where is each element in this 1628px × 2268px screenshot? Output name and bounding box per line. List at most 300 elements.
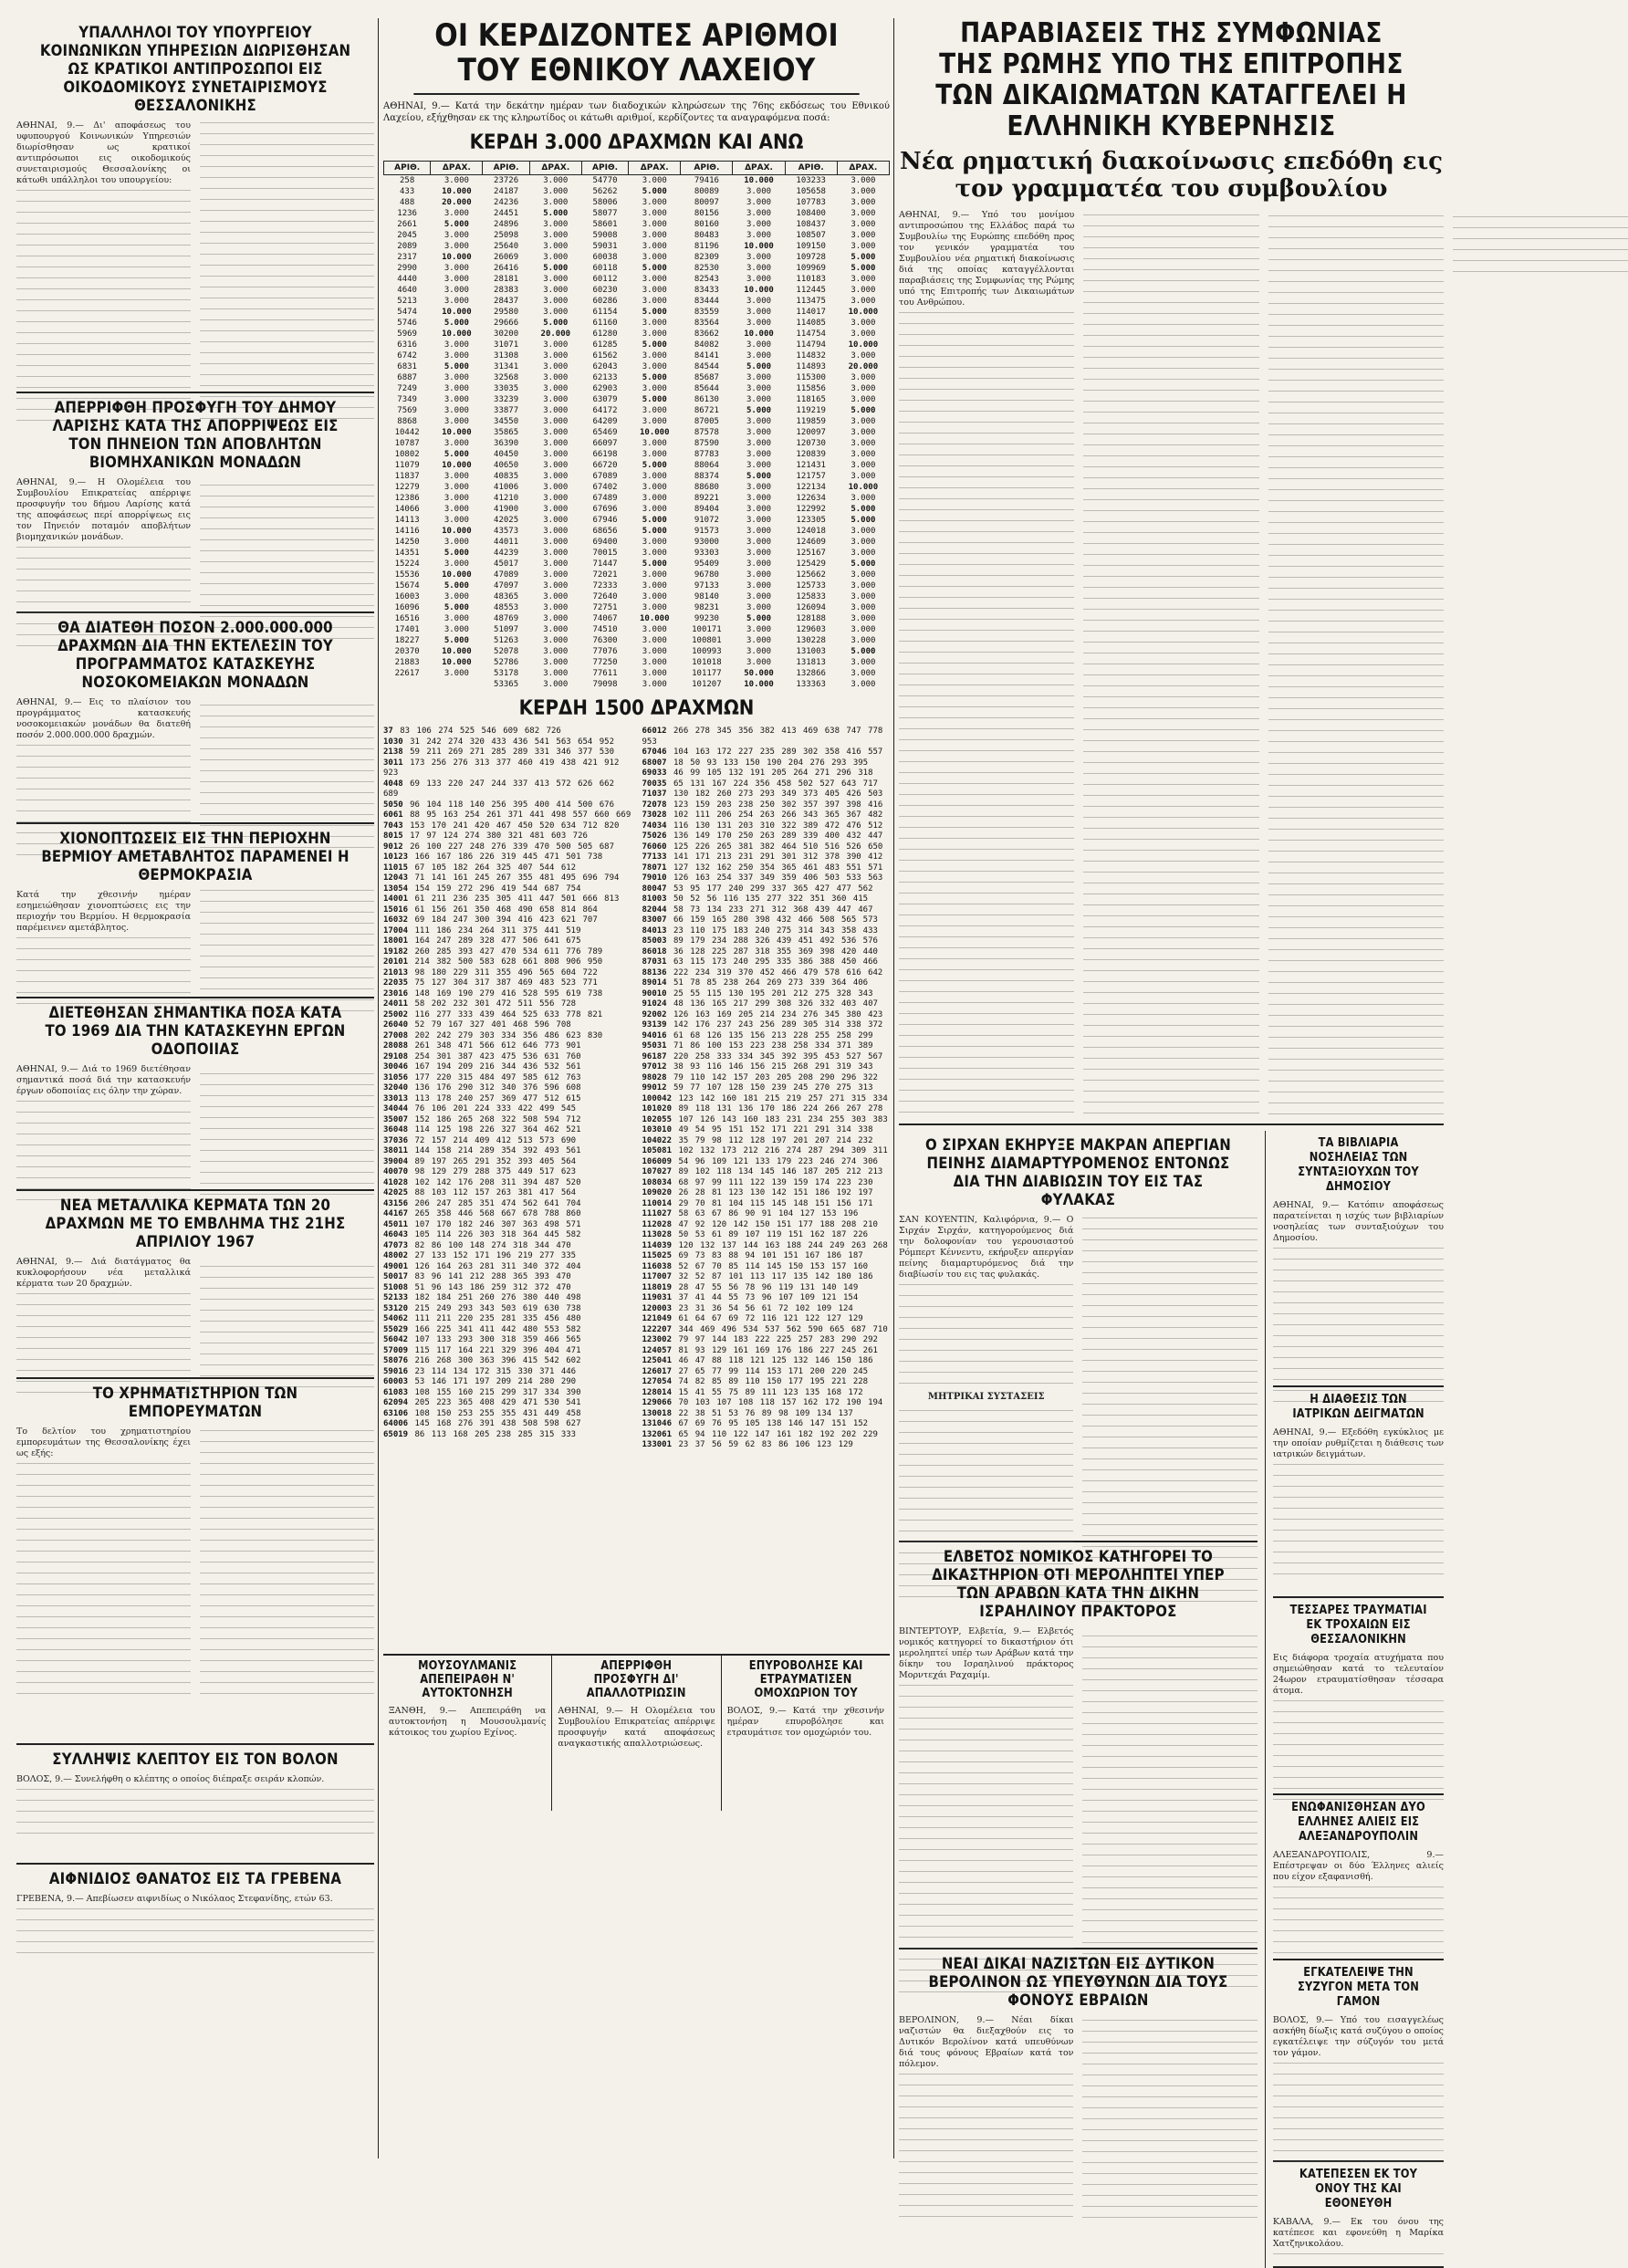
number-values: 83 106 274 525 546 609 682 726 — [400, 726, 561, 736]
number-values: 27 65 77 99 114 153 171 200 220 245 — [678, 1366, 869, 1376]
prize-amount: 3.000 — [851, 198, 876, 207]
prize-amount: 20.000 — [540, 329, 571, 339]
number-values: 68 97 99 111 122 139 159 174 223 230 — [678, 1177, 873, 1187]
prize-amount: 3.000 — [851, 549, 876, 558]
ticket-number: 114794 — [796, 340, 826, 350]
prize-amount: 3.000 — [543, 395, 569, 404]
table-row — [384, 471, 890, 482]
ticket-number: 87783 — [694, 450, 719, 459]
ticket-number: 28181 — [494, 275, 519, 284]
number-values: 18 50 93 133 150 190 204 276 293 395 — [673, 758, 869, 768]
number-prefix: 54062 — [383, 1314, 409, 1323]
prize-amount: 3.000 — [444, 614, 469, 623]
lottery-headline: ΟΙ ΚΕΡΔΙΖΟΝΤΕΣ ΑΡΙΘΜΟΙ ΤΟΥ ΕΘΝΙΚΟΥ ΛΑΧΕΙΟΥ — [413, 18, 859, 95]
number-values: 126 163 254 337 349 359 406 503 533 563 — [673, 873, 883, 883]
number-prefix: 112028 — [642, 1219, 673, 1229]
prize-amount: 3.000 — [642, 570, 667, 580]
prize-amount: 3.000 — [543, 570, 569, 580]
ticket-number: 86721 — [694, 406, 719, 415]
number-values: 61 64 67 69 72 116 121 122 127 129 — [678, 1314, 863, 1323]
ticket-number: 103233 — [796, 176, 826, 185]
prize-amount: 3.000 — [444, 406, 469, 415]
number-prefix: 36048 — [383, 1125, 409, 1134]
prize-amount: 5.000 — [642, 187, 667, 196]
side-article — [1273, 1131, 1444, 1387]
number-prefix: 15016 — [383, 904, 409, 915]
number-row — [642, 1356, 891, 1367]
ticket-number: 129603 — [796, 625, 826, 634]
table-row — [384, 383, 890, 394]
number-prefix: 46043 — [383, 1230, 409, 1239]
number-row — [642, 1377, 891, 1388]
prize-amount: 3.000 — [851, 176, 876, 185]
ticket-number: 24236 — [494, 198, 519, 207]
number-prefix: 114039 — [642, 1240, 673, 1250]
number-values: 125 226 265 381 382 464 510 516 526 650 — [673, 841, 883, 852]
ticket-number: 6316 — [397, 340, 417, 350]
ticket-number: 58006 — [592, 198, 618, 207]
table-row — [384, 548, 890, 559]
table-row — [384, 613, 890, 624]
number-values: 51 78 85 238 264 269 273 339 364 406 — [673, 978, 869, 988]
number-values: 47 92 120 142 150 151 177 188 208 210 — [678, 1219, 878, 1229]
prize-amount: 3.000 — [746, 220, 772, 229]
number-values: 61 68 126 135 156 213 228 255 258 299 — [673, 1030, 873, 1040]
prize-amount: 5.000 — [851, 264, 876, 273]
number-prefix: 41028 — [383, 1177, 409, 1187]
prize-amount: 3.000 — [642, 231, 667, 240]
number-values: 89 179 234 288 326 439 451 492 536 576 — [673, 936, 878, 946]
number-values: 59 77 107 128 150 239 245 270 275 313 — [673, 1083, 873, 1092]
prize-amount: 3.000 — [642, 242, 667, 251]
ticket-number: 114754 — [796, 329, 826, 339]
prize-amount: 3.000 — [642, 329, 667, 339]
number-row — [383, 747, 631, 758]
ticket-number: 4640 — [397, 286, 417, 295]
number-row — [642, 1146, 891, 1157]
prize-amount: 3.000 — [444, 472, 469, 481]
prize-amount: 3.000 — [851, 669, 876, 678]
prize-amount: 3.000 — [444, 494, 469, 503]
prize-amount: 5.000 — [746, 614, 772, 623]
lottery-number-list — [383, 726, 890, 1648]
number-prefix: 115025 — [642, 1251, 673, 1260]
number-prefix: 51008 — [383, 1282, 409, 1292]
number-row — [383, 1388, 631, 1399]
table-row — [384, 372, 890, 383]
prize-amount: 3.000 — [746, 647, 772, 656]
ticket-number: 34550 — [494, 417, 519, 426]
number-row — [642, 1325, 891, 1336]
ticket-number: 29666 — [494, 319, 519, 328]
prize-amount: 3.000 — [642, 680, 667, 689]
number-prefix: 127054 — [642, 1377, 673, 1386]
text-lines — [1273, 2063, 1444, 2168]
ticket-number: 97133 — [694, 581, 719, 591]
prize-amount: 3.000 — [746, 549, 772, 558]
number-prefix: 16032 — [383, 915, 409, 925]
number-prefix: 45011 — [383, 1219, 409, 1229]
prize-amount: 3.000 — [543, 636, 569, 645]
article-body: ΒΟΛΟΣ, 9.— Κατά την χθεσινήν ημέραν επυροβόλησε και ετραυμάτισε τον ομοχώριόν του. — [726, 1706, 884, 1738]
ticket-number: 77250 — [592, 658, 618, 667]
number-values: 102 132 173 212 216 274 287 294 309 311 — [678, 1146, 888, 1155]
number-row — [383, 999, 631, 1010]
number-prefix: 104022 — [642, 1135, 673, 1145]
prize-amount: 3.000 — [543, 614, 569, 623]
number-row — [642, 1178, 891, 1189]
ticket-number: 67946 — [592, 516, 618, 525]
text-lines — [1273, 1248, 1444, 1407]
number-row — [383, 1283, 631, 1294]
headline: ΔΙΕΤΕΘΗΣΑΝ ΣΗΜΑΝΤΙΚΑ ΠΟΣΑ ΚΑΤΑ ΤΟ 1969 ΔΙΑ ΤΗΝ ΚΑΤΑΣΚΕΥΗΝ ΕΡΓΩΝ ΟΔΟΠΟΙΙΑΣ — [45, 1004, 346, 1059]
ticket-number: 53365 — [494, 680, 519, 689]
ticket-number: 99230 — [694, 614, 719, 623]
number-prefix: 74034 — [642, 820, 667, 831]
prize-amount: 3.000 — [543, 527, 569, 536]
ticket-number: 54770 — [592, 176, 618, 185]
prize-amount: 3.000 — [444, 592, 469, 601]
number-prefix: 125041 — [642, 1356, 673, 1365]
number-prefix: 86018 — [642, 946, 667, 956]
prize-amount: 3.000 — [746, 527, 772, 536]
prize-amount: 3.000 — [543, 450, 569, 459]
number-row — [642, 1283, 891, 1294]
prize-amount: 3.000 — [851, 319, 876, 328]
number-values: 61 156 261 350 468 490 658 814 864 — [414, 904, 598, 915]
ticket-number: 83433 — [694, 286, 719, 295]
prize-amount: 3.000 — [746, 603, 772, 612]
number-values: 79 97 144 183 222 225 257 283 290 292 — [678, 1335, 878, 1344]
ticket-number: 114832 — [796, 351, 826, 361]
ticket-number: 100171 — [692, 625, 722, 634]
table-header: ΑΡΙΘ. — [681, 162, 733, 175]
number-values: 22 38 51 53 76 89 98 109 134 137 — [678, 1408, 853, 1418]
article-body — [16, 890, 374, 1014]
number-prefix: 133001 — [642, 1440, 673, 1449]
prize-amount: 3.000 — [642, 483, 667, 492]
number-row — [383, 1146, 631, 1157]
ticket-number: 66198 — [592, 450, 618, 459]
number-values: 98 180 229 311 355 496 565 604 722 — [414, 967, 598, 977]
number-row — [383, 1031, 631, 1042]
headline: ΚΑΤΕΠΕΣΕΝ ΕΚ ΤΟΥ ΟΝΟΥ ΤΗΣ ΚΑΙ ΕΘΟΝΕΥΘΗ — [1299, 2168, 1418, 2211]
ticket-number: 43573 — [494, 527, 519, 536]
headline: ΕΛΒΕΤΟΣ ΝΟΜΙΚΟΣ ΚΑΤΗΓΟΡΕΙ ΤΟ ΔΙΚΑΣΤΗΡΙΟΝ ΟΤΙ ΜΕΡΟΛΗΠΤΕΙ ΥΠΕΡ ΤΩΝ ΑΡΑΒΩΝ ΚΑΤΑ ΤΗΝ ΔΙΚΗΝ ΙΣΡΑΗΛΙΝΟΥ ΠΡΑΚΤΟΡΟΣ — [932, 1548, 1225, 1621]
number-row — [383, 1167, 631, 1178]
ticket-number: 80160 — [694, 220, 719, 229]
column-right — [899, 17, 1444, 2249]
prize-amount: 3.000 — [851, 209, 876, 218]
number-prefix: 102055 — [642, 1114, 673, 1124]
number-row — [383, 737, 631, 748]
number-values: 32 52 87 101 113 117 135 142 180 186 — [678, 1272, 873, 1281]
ticket-number: 84544 — [694, 362, 719, 371]
ticket-number: 112445 — [796, 286, 826, 295]
table-row — [384, 679, 890, 690]
section-title-1500: ΚΕΡΔΗ 1500 ΔΡΑΧΜΩΝ — [518, 697, 755, 720]
number-row — [642, 884, 891, 895]
article-text: ΑΘΗΝΑΙ, 9.— Διά διατάγματος θα κυκλοφορήσουν νέα μεταλλικά κέρματα των 20 δραχμών. — [16, 1257, 191, 1289]
number-prefix: 56042 — [383, 1335, 409, 1344]
number-prefix: 122207 — [642, 1324, 673, 1334]
prize-amount: 10.000 — [442, 570, 472, 580]
ticket-number: 124609 — [796, 538, 826, 547]
prize-amount: 3.000 — [543, 680, 569, 689]
number-values: 222 234 319 370 452 466 479 578 616 642 — [673, 967, 883, 977]
number-prefix: 5050 — [383, 800, 403, 810]
prize-amount: 3.000 — [642, 472, 667, 481]
table-row — [384, 427, 890, 438]
ticket-number: 26416 — [494, 264, 519, 273]
number-row — [383, 1178, 631, 1189]
prize-amount: 3.000 — [543, 625, 569, 634]
prize-amount: 5.000 — [444, 319, 469, 328]
prize-amount: 3.000 — [642, 581, 667, 591]
prize-amount: 3.000 — [642, 538, 667, 547]
number-values: 15 41 55 75 89 111 123 135 168 172 — [678, 1387, 863, 1397]
number-row — [642, 1010, 891, 1021]
number-prefix: 48002 — [383, 1251, 409, 1260]
number-row — [383, 978, 631, 989]
article-body — [1273, 1200, 1444, 1407]
prize-amount: 5.000 — [642, 461, 667, 470]
number-row — [642, 1199, 891, 1210]
table-row — [384, 602, 890, 613]
side-article — [1273, 2162, 1444, 2268]
ticket-number: 31341 — [494, 362, 519, 371]
number-row — [642, 1367, 891, 1378]
ticket-number: 5969 — [397, 329, 417, 339]
article-body — [16, 120, 374, 429]
lottery-table — [383, 161, 890, 690]
number-values: 166 225 341 411 442 480 553 582 — [414, 1324, 581, 1334]
ticket-number: 64172 — [592, 406, 618, 415]
ticket-number: 16096 — [394, 603, 420, 612]
number-row — [383, 1377, 631, 1388]
ticket-number: 7349 — [397, 395, 417, 404]
number-prefix: 77133 — [642, 852, 667, 862]
headline: ΥΠΑΛΛΗΛΟΙ ΤΟΥ ΥΠΟΥΡΓΕΙΟΥ ΚΟΙΝΩΝΙΚΩΝ ΥΠΗΡΕΣΙΩΝ ΔΙΩΡΙΣΘΗΣΑΝ ΩΣ ΚΡΑΤΙΚΟΙ ΑΝΤΙΠΡΟΣΩΠΟΙ ΕΙΣ ΟΙΚΟΔΟΜΙΚΟΥΣ ΣΥΝΕΤΑΙΡΙΣΜΟΥΣ ΘΕΣΣΑΛΟΝΙΚΗΣ — [39, 24, 351, 115]
prize-amount: 3.000 — [746, 384, 772, 393]
ticket-number: 35865 — [494, 428, 519, 437]
number-values: 126 163 169 205 214 234 276 345 380 423 — [673, 1009, 883, 1019]
ticket-number: 119219 — [796, 406, 826, 415]
number-prefix: 84013 — [642, 925, 667, 935]
number-values: 108 150 253 255 355 431 449 458 — [414, 1408, 581, 1418]
number-prefix: 43156 — [383, 1198, 409, 1208]
number-values: 37 41 44 55 73 96 107 109 121 154 — [678, 1293, 859, 1302]
number-row — [383, 863, 631, 874]
number-prefix: 92002 — [642, 1009, 667, 1019]
number-row — [642, 1157, 891, 1168]
number-values: 166 167 186 226 319 445 471 501 738 — [414, 852, 603, 862]
prize-amount: 10.000 — [639, 428, 670, 437]
number-row — [642, 1188, 891, 1199]
prize-amount: 5.000 — [444, 450, 469, 459]
ticket-number: 72640 — [592, 592, 618, 601]
ticket-number: 2990 — [397, 264, 417, 273]
prize-amount — [431, 679, 483, 690]
number-values: 51 96 143 186 259 312 372 470 — [414, 1282, 571, 1292]
number-row — [383, 1115, 631, 1126]
number-values: 141 171 213 231 291 301 312 378 390 412 — [673, 852, 883, 862]
number-values: 83 96 141 212 288 365 393 470 — [414, 1272, 571, 1281]
prize-amount: 3.000 — [543, 253, 569, 262]
prize-amount: 3.000 — [746, 198, 772, 207]
number-prefix: 19182 — [383, 946, 409, 956]
prize-amount: 3.000 — [642, 220, 667, 229]
headline: ΑΠΕΡΡΙΦΘΗ ΠΡΟΣΦΥΓΗ ΔΙ' ΑΠΑΛΛΟΤΡΙΩΣΙΝ — [587, 1659, 686, 1700]
prize-amount: 3.000 — [444, 384, 469, 393]
table-row — [384, 361, 890, 372]
prize-amount: 3.000 — [543, 198, 569, 207]
ticket-number: 33239 — [494, 395, 519, 404]
number-prefix: 83007 — [642, 915, 667, 925]
prize-amount: 3.000 — [543, 603, 569, 612]
prize-amount: 3.000 — [642, 275, 667, 284]
number-row — [383, 1314, 631, 1325]
table-header: ΔΡΑΧ. — [529, 162, 581, 175]
ticket-number: 47097 — [494, 581, 519, 591]
number-prefix: 37 — [383, 726, 393, 736]
ticket-number: 10787 — [394, 439, 420, 448]
table-row — [384, 340, 890, 350]
number-values: 130 182 260 273 293 349 373 405 426 503 — [673, 789, 883, 799]
number-values: 86 113 168 205 238 285 315 333 — [414, 1429, 577, 1439]
prize-amount: 3.000 — [543, 549, 569, 558]
table-header: ΔΡΑΧ. — [733, 162, 785, 175]
prize-amount: 10.000 — [442, 461, 472, 470]
number-row — [383, 1346, 631, 1357]
number-row — [642, 1073, 891, 1084]
prize-amount: 3.000 — [444, 264, 469, 273]
prize-amount: 10.000 — [848, 483, 879, 492]
prize-amount: 3.000 — [746, 395, 772, 404]
ticket-number: 8868 — [397, 417, 417, 426]
number-row — [642, 821, 891, 832]
table-header: ΔΡΑΧ. — [431, 162, 483, 175]
prize-amount: 3.000 — [851, 527, 876, 536]
ticket-number: 107783 — [796, 198, 826, 207]
ticket-number: 114085 — [796, 319, 826, 328]
prize-amount: 10.000 — [744, 286, 774, 295]
number-row — [642, 747, 891, 758]
ticket-number: 32568 — [494, 373, 519, 382]
prize-amount: 3.000 — [444, 242, 469, 251]
number-prefix: 9012 — [383, 841, 403, 852]
ticket-number: 60118 — [592, 264, 618, 273]
ticket-number: 10442 — [394, 428, 420, 437]
number-row — [642, 1115, 891, 1126]
number-prefix: 60003 — [383, 1377, 409, 1386]
number-values: 96 104 118 140 256 395 400 414 500 676 — [410, 800, 615, 810]
number-row — [383, 968, 631, 979]
number-prefix: 30046 — [383, 1062, 409, 1071]
table-row — [384, 515, 890, 526]
headline: ΝΕΑ ΜΕΤΑΛΛΙΚΑ ΚΕΡΜΑΤΑ ΤΩΝ 20 ΔΡΑΧΜΩΝ ΜΕ ΤΟ ΕΜΒΛΗΜΑ ΤΗΣ 21ΗΣ ΑΠΡΙΛΙΟΥ 1967 — [45, 1197, 346, 1251]
number-values: 59 211 269 271 285 289 331 346 377 530 — [410, 747, 615, 757]
prize-amount: 3.000 — [851, 625, 876, 634]
ticket-number: 72333 — [592, 581, 618, 591]
number-row — [383, 821, 631, 832]
number-prefix: 87031 — [642, 957, 667, 967]
number-row — [642, 768, 891, 779]
ticket-number: 29580 — [494, 308, 519, 317]
prize-amount: 10.000 — [744, 242, 774, 251]
ticket-number: 74067 — [592, 614, 618, 623]
bottom-articles — [383, 1654, 890, 1811]
ticket-number: 132866 — [796, 669, 826, 678]
ticket-number: 52786 — [494, 658, 519, 667]
ticket-number: 15674 — [394, 581, 420, 591]
number-prefix: 31056 — [383, 1072, 409, 1082]
prize-amount: 3.000 — [543, 242, 569, 251]
ticket-number: 108437 — [796, 220, 826, 229]
ticket-number: 79416 — [694, 176, 719, 185]
number-row — [642, 863, 891, 874]
headline: ΤΟ ΧΡΗΜΑΤΙΣΤΗΡΙΟΝ ΤΩΝ ΕΜΠΟΡΕΥΜΑΤΩΝ — [92, 1385, 298, 1421]
ticket-number: 31071 — [494, 340, 519, 350]
article-sirhan — [899, 1131, 1258, 1542]
ticket-number: 65469 — [592, 428, 618, 437]
ticket-number: 44239 — [494, 549, 519, 558]
prize-amount: 3.000 — [851, 603, 876, 612]
number-values: 205 223 365 408 429 471 530 541 — [414, 1398, 581, 1407]
number-prefix: 94016 — [642, 1030, 667, 1040]
ticket-number: 14113 — [394, 516, 420, 525]
ticket-number: 60038 — [592, 253, 618, 262]
number-prefix: 85003 — [642, 936, 667, 946]
prize-amount: 3.000 — [642, 592, 667, 601]
number-values: 111 211 220 235 281 335 456 480 — [414, 1314, 581, 1323]
prize-amount: 3.000 — [851, 351, 876, 361]
ticket-number: 26069 — [494, 253, 519, 262]
number-values: 265 358 446 568 667 678 788 860 — [414, 1209, 581, 1218]
prize-amount: 3.000 — [642, 439, 667, 448]
ticket-number: 66097 — [592, 439, 618, 448]
headline: ΧΙΟΝΟΠΤΩΣΕΙΣ ΕΙΣ ΤΗΝ ΠΕΡΙΟΧΗΝ ΒΕΡΜΙΟΥ ΑΜΕΤΑΒΛΗΤΟΣ ΠΑΡΑΜΕΝΕΙ Η ΘΕΡΜΟΚΡΑΣΙΑ — [41, 830, 350, 884]
prize-amount: 3.000 — [851, 242, 876, 251]
article-body: ΑΘΗΝΑΙ, 9.— Η Ολομέλεια του Συμβουλίου Επικρατείας απέρριψε προσφυγήν κατά αποφάσεως αναγκαστικής απαλλοτριώσεως. — [558, 1706, 715, 1749]
prize-amount: 3.000 — [543, 428, 569, 437]
article-text: Εις διάφορα τροχαία ατυχήματα που σημειώθησαν κατά το τελευταίον 24ωρον ετραυματίσθησαν τέσσαρα άτομα. — [1272, 1653, 1444, 1696]
number-values: 108 155 160 215 299 317 334 390 — [414, 1387, 581, 1397]
article-roads — [16, 998, 374, 1191]
table-row — [384, 219, 890, 230]
ticket-number: 14351 — [394, 549, 420, 558]
ticket-number: 4440 — [397, 275, 417, 284]
number-row — [383, 1293, 631, 1304]
prize-amount: 3.000 — [851, 614, 876, 623]
prize-amount: 5.000 — [543, 319, 569, 328]
number-row — [383, 1251, 631, 1262]
number-row — [383, 1010, 631, 1021]
number-prefix: 73028 — [642, 810, 667, 820]
prize-amount: 3.000 — [543, 505, 569, 514]
ticket-number: 100801 — [692, 636, 722, 645]
number-row — [642, 758, 891, 769]
number-row — [383, 1209, 631, 1220]
number-prefix: 96187 — [642, 1051, 667, 1061]
ticket-number: 71447 — [592, 559, 618, 569]
number-prefix: 63106 — [383, 1408, 409, 1418]
prize-amount: 10.000 — [442, 187, 472, 196]
prize-amount: 10.000 — [744, 680, 774, 689]
prize-amount: 3.000 — [746, 264, 772, 273]
ticket-number: 82543 — [694, 275, 719, 284]
number-row — [383, 1419, 631, 1430]
